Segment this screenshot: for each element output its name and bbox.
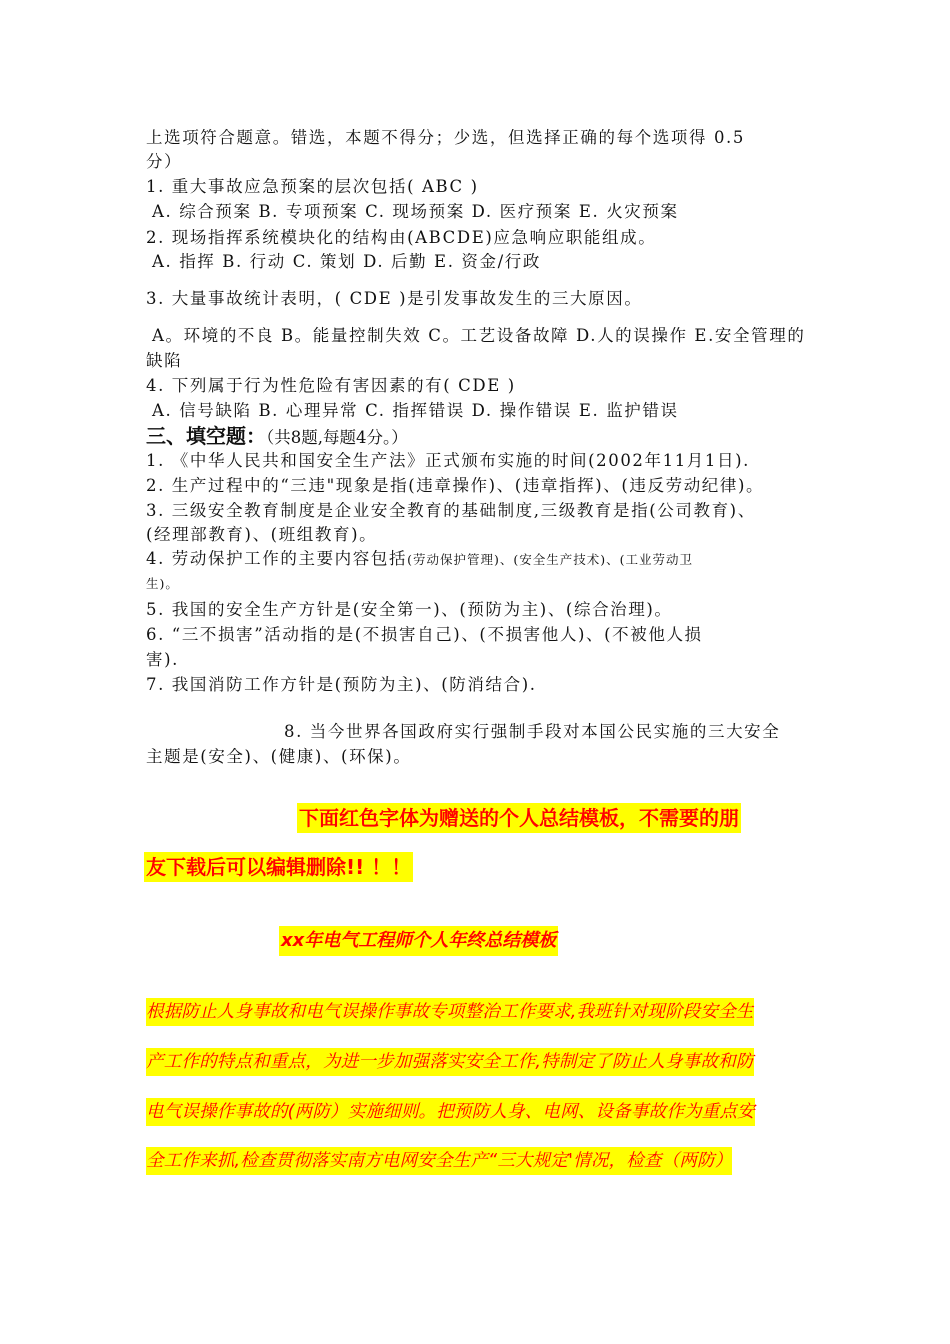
fill-section-header <box>146 424 408 450</box>
choice-intro-line2: 分） <box>146 152 183 171</box>
fill-item-4a <box>146 548 816 571</box>
question-3-options-cont: 缺陷 <box>146 351 183 370</box>
fill-item-4c: 生)。 <box>146 576 179 591</box>
question-4-options: A. 信号缺陷 B. 心理异常 C. 指挥错误 D. 操作错误 E. 监护错误 <box>152 401 679 420</box>
fill-item-6b: 害). <box>146 650 179 669</box>
fill-item-3a: 3. 三级安全教育制度是企业安全教育的基础制度,三级教育是指(公司教育)、 <box>146 501 756 520</box>
fill-item-6a: 6. “三不损害”活动指的是(不损害自己)、(不损害他人)、(不被他人损 <box>146 625 703 644</box>
notice-line-1: 下面红色字体为赠送的个人总结模板，不需要的朋 <box>297 803 741 833</box>
template-para-line-3: 电气误操作事故的(两防）实施细则。把预防人身、电网、设备事故作为重点安 <box>146 1098 755 1126</box>
question-2-options: A. 指挥 B. 行动 C. 策划 D. 后勤 E. 资金/行政 <box>152 252 541 271</box>
fill-section-note: （共8题,每题4分。） <box>266 428 408 447</box>
notice-line-2: 友下载后可以编辑删除!! ！！ <box>144 852 413 882</box>
template-para-line-2: 产工作的特点和重点，为进一步加强落实安全工作,特制定了防止人身事故和防 <box>146 1048 754 1076</box>
fill-item-4-answers: (劳动保护管理)、(安全生产技术)、(工业劳动卫 <box>407 552 693 567</box>
template-para-line-1: 根据防止人身事故和电气误操作事故专项整治工作要求,我班针对现阶段安全生 <box>146 998 754 1026</box>
question-4-stem: 4. 下列属于行为性危险有害因素的有( CDE ) <box>146 376 516 395</box>
question-1-options: A. 综合预案 B. 专项预案 C. 现场预案 D. 医疗预案 E. 火灾预案 <box>152 202 679 221</box>
fill-item-8b: 主题是(安全)、(健康)、(环保)。 <box>146 747 412 766</box>
question-1-stem: 1. 重大事故应急预案的层次包括( ABC ) <box>146 177 479 196</box>
fill-item-5: 5. 我国的安全生产方针是(安全第一)、(预防为主)、(综合治理)。 <box>146 600 673 619</box>
fill-item-2: 2. 生产过程中的“三违"现象是指(违章操作)、(违章指挥)、(违反劳动纪律)。 <box>146 476 765 495</box>
fill-item-4-stem: 4. 劳动保护工作的主要内容包括 <box>146 549 408 568</box>
template-para-line-4: 全工作来抓,检查贯彻落实南方电网安全生产“三大规定'情况，检查（两防） <box>146 1147 732 1175</box>
question-2-stem: 2. 现场指挥系统模块化的结构由(ABCDE)应急响应职能组成。 <box>146 228 657 247</box>
fill-item-3b: (经理部教育)、(班组教育)。 <box>146 525 378 544</box>
question-3-stem: 3. 大量事故统计表明，( CDE )是引发事故发生的三大原因。 <box>146 289 643 308</box>
template-title: xx年电气工程师个人年终总结模板 <box>279 926 558 956</box>
fill-item-1: 1. 《中华人民共和国安全生产法》正式颁布实施的时间(2002年11月1日). <box>146 451 750 470</box>
fill-section-heading: 三、填空题： <box>146 424 266 448</box>
question-3-options: A。环境的不良 B。能量控制失效 C。工艺设备故障 D.人的误操作 E.安全管理的 <box>152 326 806 345</box>
choice-intro-line1: 上选项符合题意。错选，本题不得分；少选，但选择正确的每个选项得 0.5 <box>146 128 745 147</box>
fill-item-7: 7. 我国消防工作方针是(预防为主)、(防消结合). <box>146 675 537 694</box>
fill-item-8a: 8. 当今世界各国政府实行强制手段对本国公民实施的三大安全 <box>284 722 781 741</box>
